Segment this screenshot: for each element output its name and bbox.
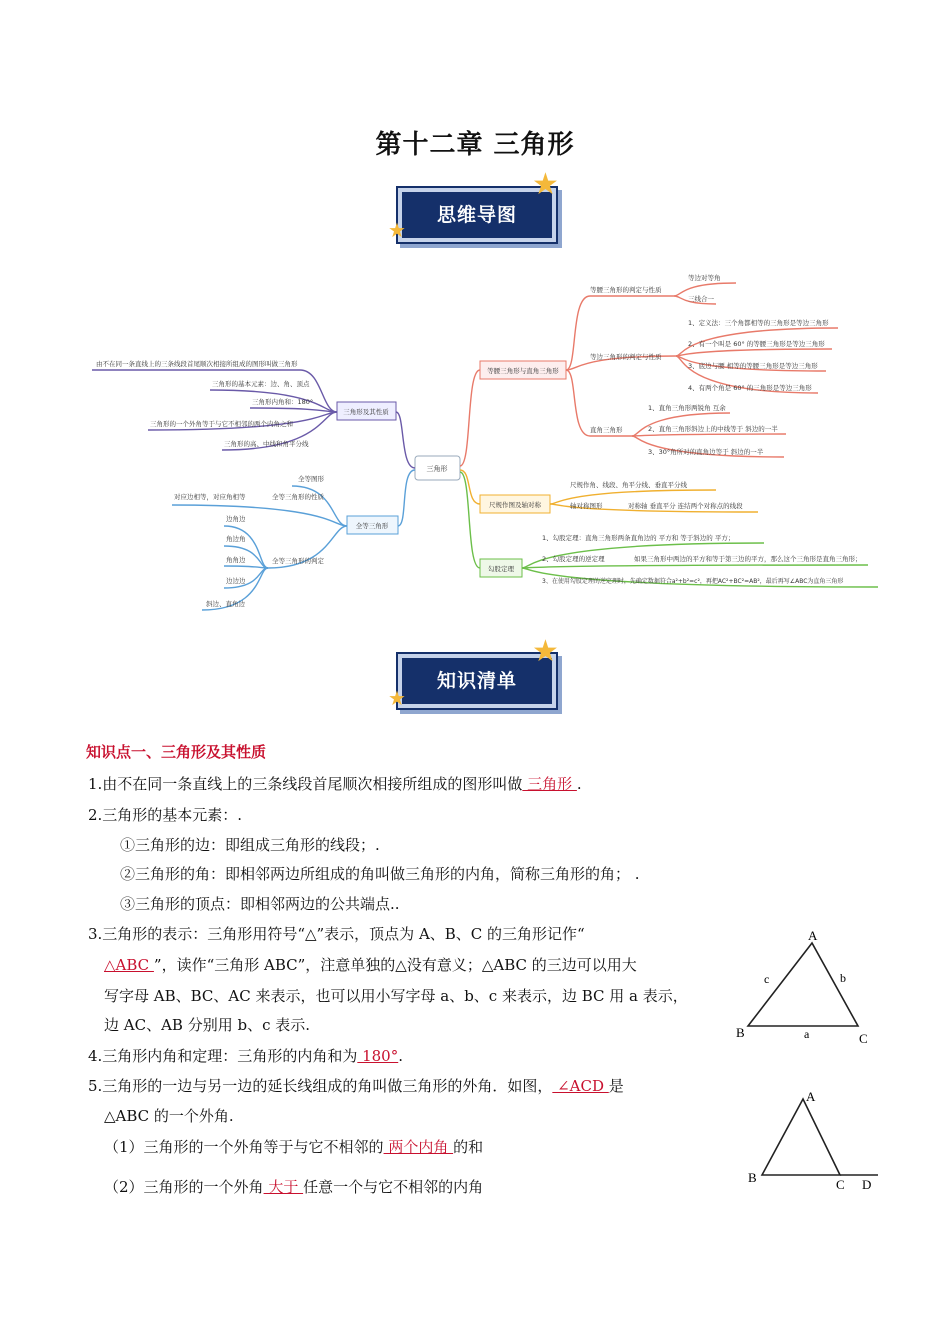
para-5c: △ABC 的一个外角. xyxy=(104,1107,234,1125)
mindmap-b4-label: 尺规作图及轴对称 xyxy=(489,501,541,509)
star-icon: ★ xyxy=(388,686,406,710)
star-icon: ★ xyxy=(388,218,406,242)
page-title: 第十二章 三角形 xyxy=(375,130,575,160)
star-icon: ★ xyxy=(532,167,559,202)
vertex-label-c: C xyxy=(859,1031,868,1046)
mindmap-b2-item: 角边角 xyxy=(226,535,246,543)
para-3c: 写字母 AB、BC、AC 来表示，也可以用小写字母 a、b、c 来表示，边 BC 用 a 表示， xyxy=(104,987,688,1005)
mindmap-b2-label: 全等三角形 xyxy=(355,522,389,530)
star-icon: ★ xyxy=(532,634,559,669)
mindmap-b2-item: 边边边 xyxy=(226,577,246,585)
mindmap-b3-sub: 等腰三角形的判定与性质 xyxy=(590,286,662,294)
mindmap-b2-sub: 全等三角形的性质 xyxy=(272,493,324,501)
mindmap-b1-item: 三角形的一个外角等于与它不相邻的两个内角之和 xyxy=(150,420,293,428)
mindmap-b2-sub: 全等图形 xyxy=(298,475,324,483)
knowledge-banner: 知识清单 xyxy=(398,654,556,708)
mindmap-b5-label: 勾股定理 xyxy=(488,565,514,573)
vertex-label-c: C xyxy=(836,1177,845,1192)
triangle-figure-exterior-angle xyxy=(740,1085,890,1200)
para-7: （2）三角形的一个外角 大于 任意一个与它不相邻的内角 xyxy=(104,1178,484,1196)
mindmap-b3-sub: 直角三角形 xyxy=(590,426,623,434)
mind-map xyxy=(0,0,950,640)
mindmap-b3-sub: 等边三角形的判定与性质 xyxy=(590,353,662,361)
mindmap-b4-item: 对称轴 垂直平分 连结两个对称点的线段 xyxy=(628,502,743,510)
vertex-label-d: D xyxy=(862,1177,872,1192)
mindmap-b3-item: 等边对等角 xyxy=(688,274,721,282)
mindmap-b1-item: 三角形的高、中线和角平分线 xyxy=(224,440,309,448)
mindmap-b3-label: 等腰三角形与直角三角形 xyxy=(487,367,559,375)
para-3d: 边 AC、AB 分别用 b、c 表示. xyxy=(104,1016,311,1034)
mindmap-b4-item: 轴对称图形 xyxy=(570,502,603,510)
side-label-a: a xyxy=(804,1027,810,1041)
mindmap-b2-sub: 全等三角形的判定 xyxy=(272,557,324,565)
mindmap-b5-item: 如果三角形中两边的平方和等于第三边的平方，那么这个三角形是直角三角形； xyxy=(634,555,862,563)
para-6: （1）三角形的一个外角等于与它不相邻的 两个内角 的和 xyxy=(104,1138,484,1156)
mindmap-b3-item: 1、定义法：三个角都相等的三角形是等边三角形 xyxy=(688,319,829,327)
mindmap-b5-item: 1、勾股定理：直角三角形两条直角边的 平方和 等于斜边的 平方； xyxy=(542,534,735,542)
para-5: 5.三角形的一边与另一边的延长线组成的角叫做三角形的外角．如图， ∠ACD 是 xyxy=(88,1077,624,1095)
section-heading: 知识点一、三角形及其性质 xyxy=(86,743,267,761)
para-2b: ②三角形的角：即相邻两边所组成的角叫做三角形的内角，简称三角形的角； . xyxy=(120,865,640,883)
mindmap-b1-item: 由不在同一条直线上的三条线段首尾顺次相接所组成的图形叫做三角形 xyxy=(96,360,298,368)
mindmap-b5-item: 3、在使用勾股定理的逆定理时，先确定数据符合a²+b²=c²，再把AC²+BC²=AB²，最后再写∠ABC为直角三角形 xyxy=(542,578,844,585)
side-label-c: c xyxy=(764,972,770,986)
para-3b: △ABC ”，读作“三角形 ABC”，注意单独的△没有意义；△ABC 的三边可以用大 xyxy=(104,956,637,974)
mindmap-center-label: 三角形 xyxy=(426,465,448,473)
mindmap-b2-item: 角角边 xyxy=(226,556,246,564)
vertex-label-a: A xyxy=(806,1089,816,1104)
mindmap-b1-item: 三角形内角和：180° xyxy=(252,398,314,406)
para-2a: ①三角形的边：即组成三角形的线段；. xyxy=(120,836,380,854)
mindmap-b3-item: 3、30°角所对的直角边等于 斜边的一半 xyxy=(648,448,764,456)
mindmap-b5-item: 2、勾股定理的逆定理 xyxy=(542,555,605,563)
mindmap-b3-item: 2、直角三角形斜边上的中线等于 斜边的一半 xyxy=(648,425,778,433)
triangle-figure-abc xyxy=(730,925,880,1050)
mindmap-banner: 思维导图 xyxy=(398,188,556,242)
mindmap-b1-label: 三角形及其性质 xyxy=(343,408,389,416)
mindmap-b3-item: 1、直角三角形两锐角 互余 xyxy=(648,404,726,412)
mindmap-b3-item: 三线合一 xyxy=(688,295,714,303)
para-1: 1.由不在同一条直线上的三条线段首尾顺次相接所组成的图形叫做 三角形 . xyxy=(88,775,582,793)
para-4: 4.三角形内角和定理：三角形的内角和为 180°. xyxy=(88,1047,404,1065)
mindmap-b1-item: 三角形的基本元素：边、角、顶点 xyxy=(212,380,310,388)
mindmap-b4-item: 尺规作角、线段、角平分线、垂直平分线 xyxy=(570,481,687,489)
mindmap-b3-item: 3、底边与腰 相等的等腰三角形是等边三角形 xyxy=(688,362,818,370)
side-label-b: b xyxy=(840,971,846,985)
vertex-label-a: A xyxy=(808,928,818,943)
para-3: 3.三角形的表示：三角形用符号“△”表示，顶点为 A、B、C 的三角形记作“ xyxy=(88,925,585,943)
vertex-label-b: B xyxy=(748,1170,757,1185)
mindmap-b3-item: 2、有一个叫是 60° 的等腰三角形是等边三角形 xyxy=(688,340,825,348)
mindmap-b2-item: 对应边相等，对应角相等 xyxy=(174,493,246,501)
mindmap-b3-item: 4、有两个角是 60° 的三角形是等边三角形 xyxy=(688,384,812,392)
para-2: 2.三角形的基本元素：. xyxy=(88,806,243,824)
mindmap-b2-item: 斜边、直角边 xyxy=(206,600,245,608)
mindmap-b2-item: 边角边 xyxy=(226,515,246,523)
para-2c: ③三角形的顶点：即相邻两边的公共端点.. xyxy=(120,895,400,913)
vertex-label-b: B xyxy=(736,1025,745,1040)
